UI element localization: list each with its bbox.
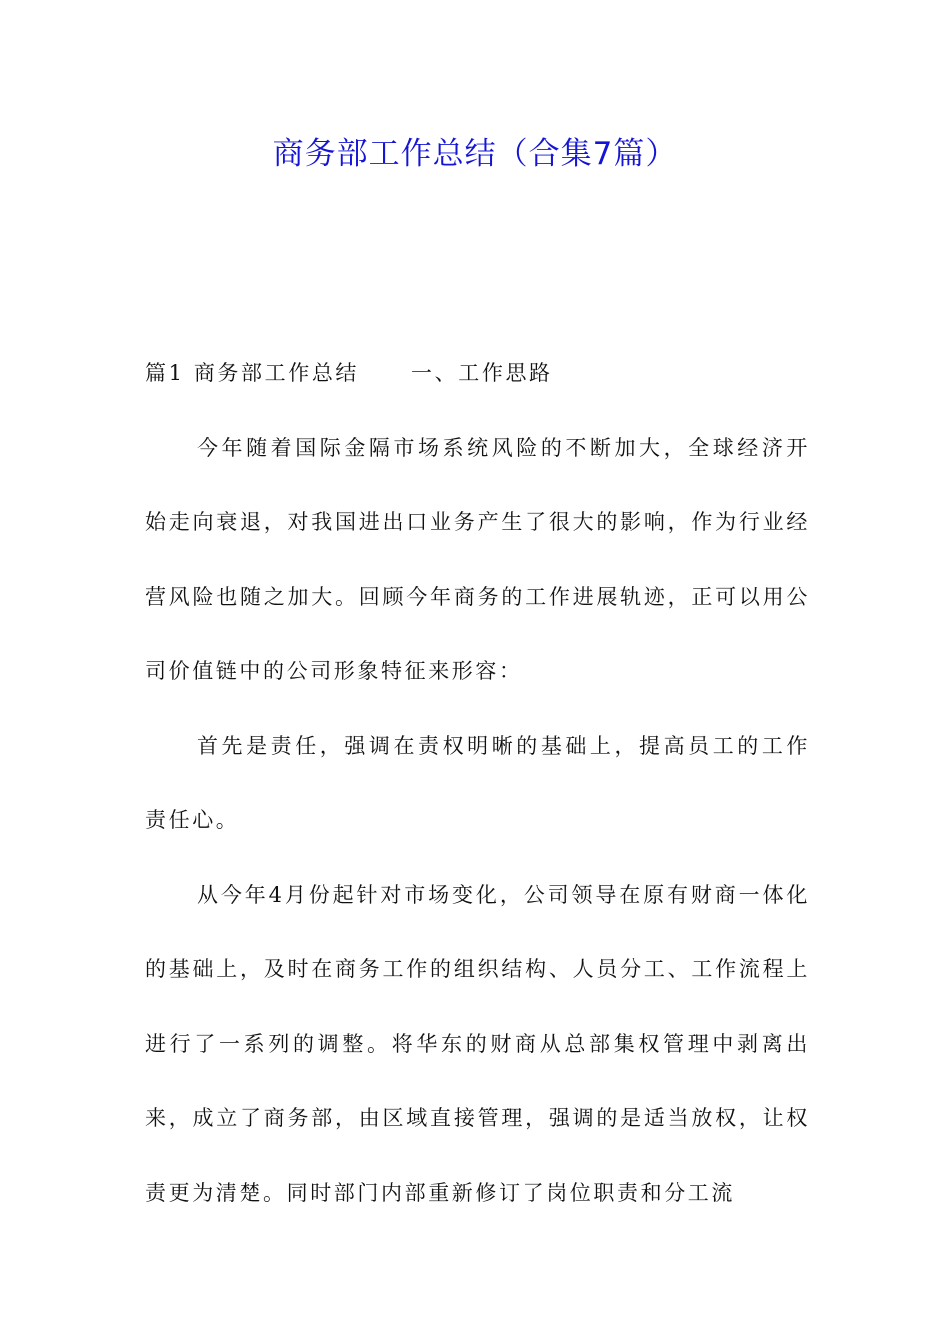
document-title: 商务部工作总结（合集7篇） bbox=[272, 136, 678, 172]
section-label: 篇1 商务部工作总结 bbox=[145, 361, 360, 385]
subsection-heading: 一、工作思路 bbox=[411, 361, 553, 385]
paragraph-2: 首先是责任，强调在责权明晰的基础上，提高员工的工作责任心。 bbox=[145, 733, 810, 832]
paragraph-3: 从今年4月份起针对市场变化，公司领导在原有财商一体化的基础上，及时在商务工作的组织结构、人员分工、工作流程上进行了一系列的调整。将华东的财商从总部集权管理中剥离出来，成立了商务部，由区域直接管理，强调的是适当放权，让权责更为清楚。同时部门内部重新修订了岗位职责和分工流 bbox=[145, 882, 810, 1205]
paragraph-1: 今年随着国际金隔市场系统风险的不断加大，全球经济开始走向衰退，对我国进出口业务产生了很大的影响，作为行业经营风险也随之加大。回顾今年商务的工作进展轨迹，正可以用公司价值链中的公司形象特征来形容： bbox=[145, 435, 810, 683]
document-body bbox=[145, 336, 810, 1230]
section-heading bbox=[145, 336, 810, 411]
